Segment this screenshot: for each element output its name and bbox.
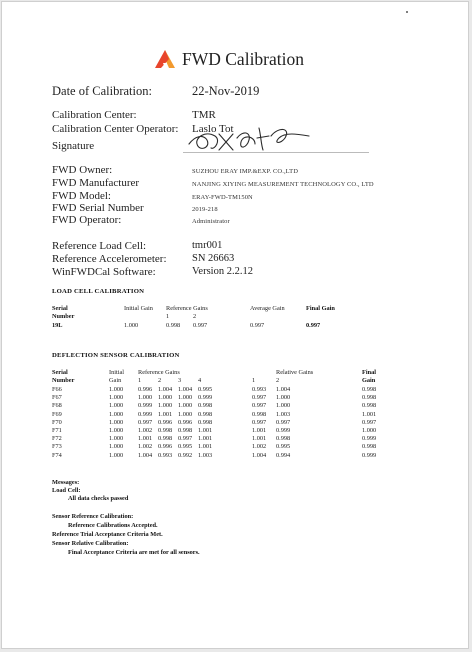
table-cell: 1.000: [178, 402, 193, 410]
table-cell: 0.998: [158, 427, 173, 434]
software-value: Version 2.2.12: [192, 266, 253, 277]
table-cell: 1.000: [178, 394, 193, 402]
load-cell-msg-label: Load Cell:: [52, 487, 81, 494]
table-cell: F69: [52, 410, 62, 418]
sensor-rel-label: Sensor Relative Calibration:: [52, 540, 129, 547]
table-cell: 1.001: [362, 410, 377, 418]
table-cell: 1.000: [109, 402, 124, 410]
table-cell: F71: [52, 427, 62, 434]
table-cell: 0.995: [276, 443, 291, 451]
lc-cell-ref2: 0.997: [193, 322, 208, 329]
table-cell: 0.998: [252, 410, 267, 418]
table-cell: 0.995: [178, 443, 193, 451]
date-label: Date of Calibration:: [52, 84, 152, 98]
ds-header-col-number: 1: [138, 377, 142, 384]
table-cell: 0.999: [362, 451, 377, 459]
sensor-ref-msg: Reference Calibrations Accepted.: [68, 522, 158, 529]
table-cell: 1.001: [198, 443, 213, 451]
table-cell: 0.997: [138, 418, 153, 426]
fwd-operator-label: FWD Operator:: [52, 214, 122, 226]
ds-header-ref: Reference Gains: [138, 369, 180, 376]
handwritten-signature: [185, 122, 315, 154]
table-cell: 0.996: [138, 386, 153, 393]
table-cell: 0.992: [178, 451, 193, 459]
ds-header-rel: Relative Gains: [276, 369, 314, 376]
table-cell: 0.997: [252, 418, 267, 426]
table-cell: 1.001: [138, 435, 153, 443]
table-cell: 1.003: [276, 410, 291, 418]
speck-mark: [406, 11, 408, 13]
table-cell: F68: [52, 402, 62, 410]
manufacturer-label: FWD Manufacturer: [52, 177, 140, 189]
table-cell: 1.001: [252, 427, 267, 434]
table-cell: 1.000: [158, 394, 173, 402]
ds-header-col-number: 2: [276, 377, 280, 384]
table-cell: 1.000: [109, 394, 124, 402]
ds-header-serial: Serial: [52, 369, 68, 376]
table-cell: 1.000: [362, 427, 377, 434]
trial-msg: Reference Trial Acceptance Criteria Met.: [52, 531, 163, 538]
table-cell: 1.001: [198, 435, 213, 443]
lc-cell-final: 0.997: [306, 322, 321, 329]
serial-value: 2019-218: [192, 206, 218, 213]
table-cell: 1.000: [109, 386, 124, 393]
table-cell: 1.000: [276, 402, 291, 410]
table-cell: 0.996: [158, 418, 173, 426]
table-cell: 0.998: [198, 410, 213, 418]
ds-header-initial: Initial: [109, 369, 125, 376]
document-page: [1, 1, 469, 649]
table-cell: 1.002: [138, 427, 153, 434]
ds-header-final: Final: [362, 369, 376, 376]
ref-acc-label: Reference Accelerometer:: [52, 253, 167, 265]
manufacturer-value: NANJING XIYING MEASUREMENT TECHNOLOGY CO., LTD: [192, 181, 374, 188]
center-label: Calibration Center:: [52, 109, 137, 121]
lc-cell-initial: 1.000: [124, 322, 139, 329]
table-cell: 0.998: [198, 402, 213, 410]
lc-cell-avg: 0.997: [250, 322, 265, 329]
table-cell: 1.000: [109, 451, 124, 459]
signature-label: Signature: [52, 140, 95, 152]
table-cell: 1.001: [198, 427, 213, 434]
owner-label: FWD Owner:: [52, 164, 113, 176]
table-cell: F67: [52, 394, 62, 402]
lc-header-number: Number: [52, 313, 75, 320]
table-cell: 0.999: [362, 435, 377, 443]
table-cell: 0.997: [276, 418, 291, 426]
table-cell: 1.000: [158, 402, 173, 410]
ds-header-col-number: 2: [158, 377, 162, 384]
table-cell: 1.003: [198, 451, 213, 459]
table-cell: 1.000: [178, 410, 193, 418]
table-cell: F72: [52, 435, 62, 443]
table-cell: 0.998: [178, 427, 193, 434]
table-cell: 0.996: [178, 418, 193, 426]
triangle-logo-icon: [155, 50, 175, 68]
table-cell: 0.998: [362, 443, 377, 451]
model-label: FWD Model:: [52, 190, 111, 202]
table-cell: 0.998: [362, 402, 377, 410]
table-cell: 0.993: [252, 386, 267, 393]
lc-header-final: Final Gain: [306, 305, 335, 312]
table-cell: 1.004: [178, 386, 193, 393]
table-cell: F70: [52, 418, 62, 426]
sensor-rel-msg: Final Acceptance Criteria are met for all sensors.: [68, 549, 200, 556]
operator-value: Laslo Tot: [192, 123, 234, 135]
table-cell: 1.000: [276, 394, 291, 402]
table-cell: 0.998: [158, 435, 173, 443]
page-title: FWD Calibration: [182, 49, 304, 69]
table-cell: 0.997: [252, 402, 267, 410]
load-cell-section-title: LOAD CELL CALIBRATION: [52, 288, 145, 295]
table-cell: 1.000: [109, 435, 124, 443]
serial-label: FWD Serial Number: [52, 202, 144, 214]
table-cell: 1.004: [158, 386, 173, 393]
ds-header-col-number: 4: [198, 377, 202, 384]
ds-header-final-gain: Gain: [362, 377, 376, 384]
ref-acc-value: SN 26663: [192, 253, 235, 264]
ds-header-number: Number: [52, 377, 75, 384]
table-cell: 0.998: [362, 394, 377, 402]
lc-header-ref2: 2: [193, 313, 197, 320]
model-value: ERAY-FWD-TM150N: [192, 194, 253, 201]
table-cell: 1.004: [252, 451, 267, 459]
table-cell: 0.997: [252, 394, 267, 402]
date-value: 22-Nov-2019: [192, 84, 260, 98]
table-cell: 1.000: [109, 427, 124, 434]
ds-header-col-number: 3: [178, 377, 182, 384]
table-cell: 0.999: [138, 402, 153, 410]
table-cell: F74: [52, 451, 62, 459]
messages-title: Messages:: [52, 479, 80, 486]
ref-load-label: Reference Load Cell:: [52, 240, 147, 252]
table-cell: 1.000: [109, 443, 124, 451]
operator-label: Calibration Center Operator:: [52, 123, 179, 135]
table-cell: F66: [52, 386, 62, 393]
table-cell: 1.001: [158, 410, 173, 418]
table-cell: 1.002: [138, 443, 153, 451]
center-value: TMR: [192, 109, 216, 121]
table-cell: 1.001: [252, 435, 267, 443]
table-cell: 0.995: [198, 386, 213, 393]
table-cell: 0.996: [158, 443, 173, 451]
table-cell: 0.993: [158, 451, 173, 459]
table-cell: 0.999: [198, 394, 213, 402]
table-cell: 0.998: [276, 435, 291, 443]
table-cell: 1.000: [138, 394, 153, 402]
load-cell-msg: All data checks passed: [68, 495, 129, 502]
lc-cell-ref1: 0.998: [166, 322, 181, 329]
lc-header-serial: Serial: [52, 305, 68, 312]
table-cell: 0.998: [362, 386, 377, 393]
software-label: WinFWDCal Software:: [52, 266, 156, 278]
lc-cell-serial: 19L: [52, 322, 63, 329]
table-cell: 0.999: [138, 410, 153, 418]
table-cell: F73: [52, 443, 62, 451]
table-cell: 0.997: [178, 435, 193, 443]
ds-header-col-number: 1: [252, 377, 256, 384]
ref-load-value: tmr001: [192, 240, 223, 251]
owner-value: SUZHOU ERAY IMP.&EXP. CO.,LTD: [192, 168, 299, 175]
deflection-section-title: DEFLECTION SENSOR CALIBRATION: [52, 352, 180, 359]
table-cell: 1.004: [138, 451, 153, 459]
table-cell: 1.000: [109, 410, 124, 418]
signature-line: [183, 152, 369, 153]
ds-header-gain: Gain: [109, 377, 122, 384]
table-cell: 1.002: [252, 443, 267, 451]
lc-header-avg: Average Gain: [250, 305, 285, 312]
lc-header-ref1: 1: [166, 313, 170, 320]
table-cell: 1.000: [109, 418, 124, 426]
fwd-operator-value: Administrator: [192, 218, 230, 225]
table-cell: 0.994: [276, 451, 291, 459]
table-cell: 0.997: [362, 418, 377, 426]
table-cell: 0.998: [198, 418, 213, 426]
table-cell: 1.004: [276, 386, 291, 393]
lc-header-initial: Initial Gain: [124, 305, 153, 312]
table-cell: 0.999: [276, 427, 291, 434]
lc-header-ref: Reference Gains: [166, 305, 208, 312]
sensor-ref-label: Sensor Reference Calibration:: [52, 513, 134, 520]
